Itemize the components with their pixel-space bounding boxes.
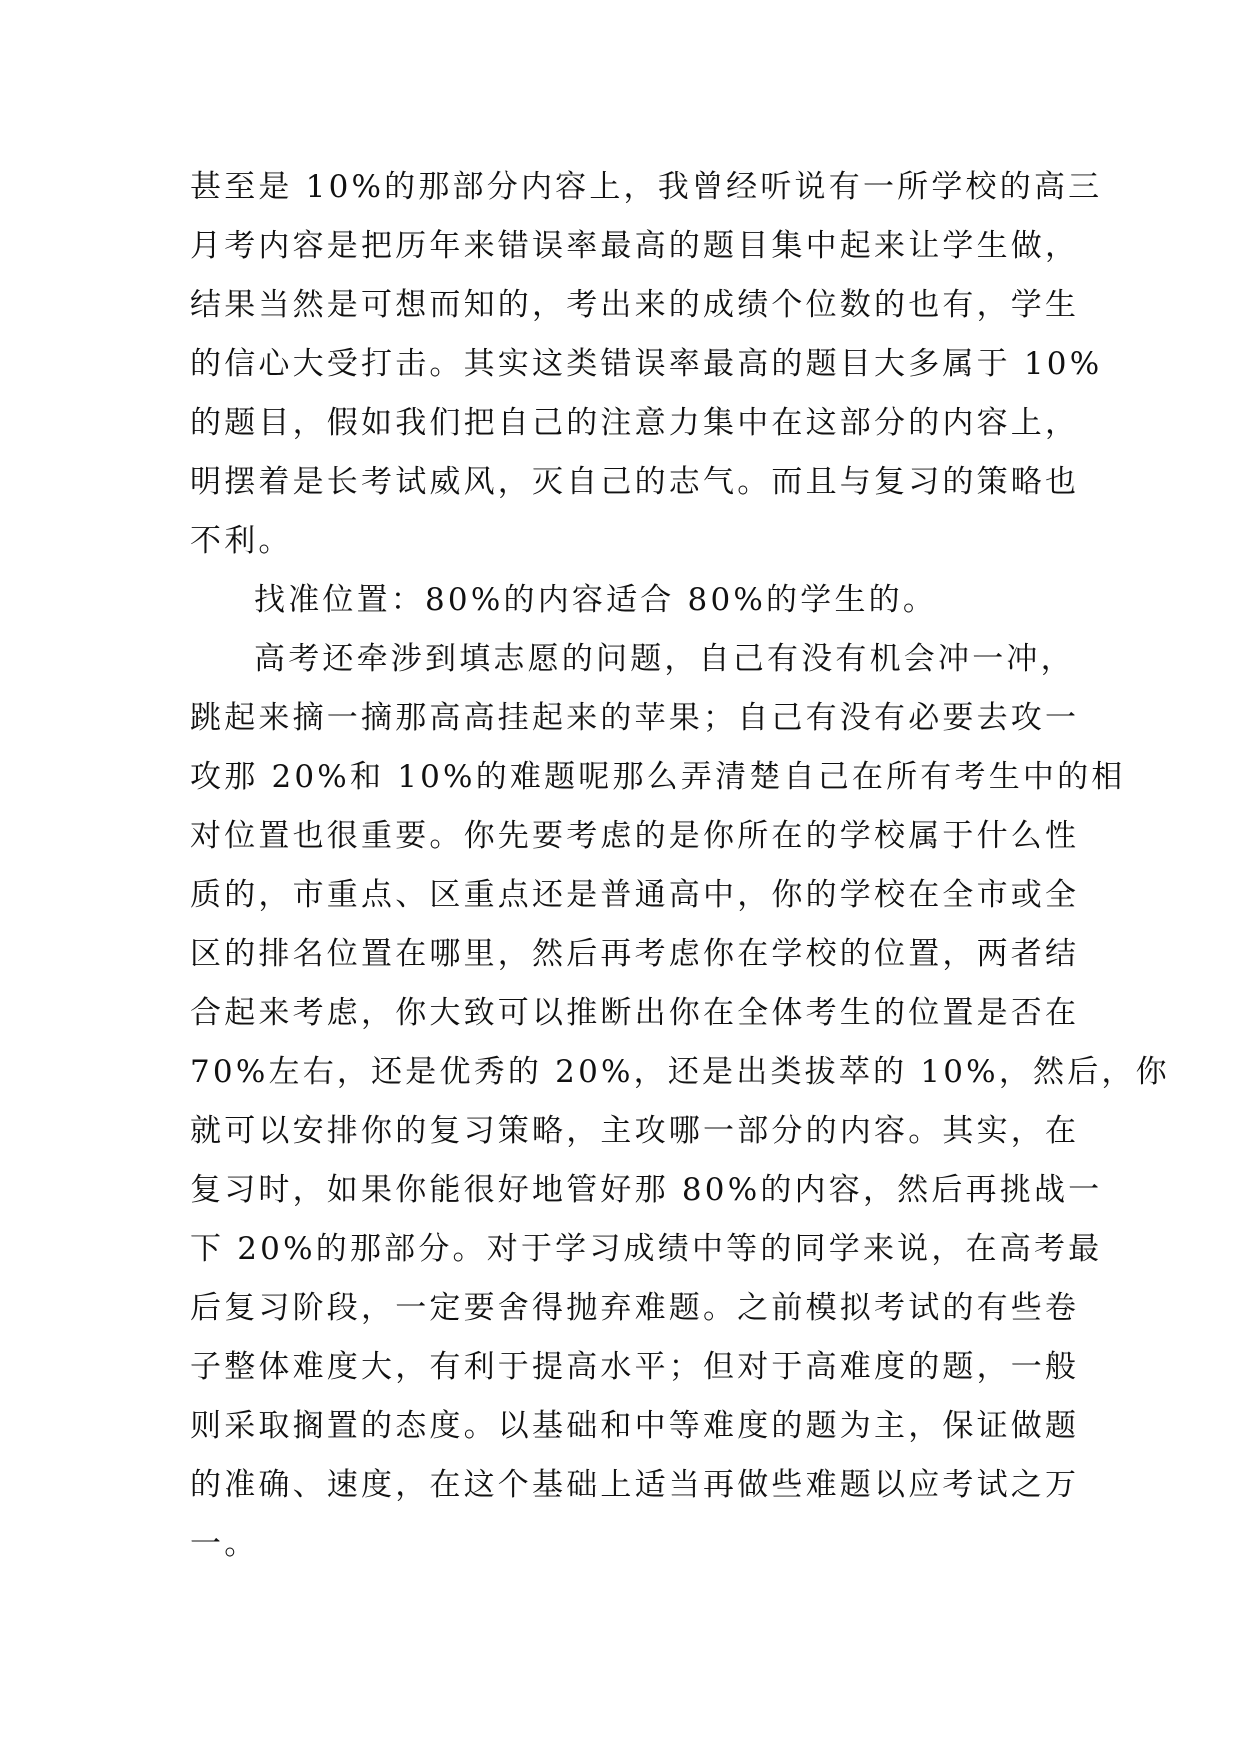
paragraph-start: 高考还牵涉到填志愿的问题，自己有没有机会冲一冲， bbox=[254, 641, 1075, 677]
text-line: 甚至是 10%的那部分内容上，我曾经听说有一所学校的高三 bbox=[190, 169, 1103, 205]
text-line: 的题目，假如我们把自己的注意力集中在这部分的内容上， bbox=[190, 405, 1080, 441]
text-line: 不利。 bbox=[190, 523, 293, 559]
text-line: 70%左右，还是优秀的 20%，还是出类拔萃的 10%，然后，你 bbox=[190, 1054, 1170, 1090]
text-line: 对位置也很重要。你先要考虑的是你所在的学校属于什么性 bbox=[190, 818, 1080, 854]
body-text bbox=[190, 158, 1170, 1574]
text-line: 子整体难度大，有利于提高水平；但对于高难度的题，一般 bbox=[190, 1349, 1080, 1385]
text-line: 后复习阶段，一定要舍得抛弃难题。之前模拟考试的有些卷 bbox=[190, 1290, 1080, 1326]
text-line: 月考内容是把历年来错误率最高的题目集中起来让学生做， bbox=[190, 228, 1080, 264]
section-heading: 找准位置：80%的内容适合 80%的学生的。 bbox=[254, 582, 938, 618]
text-line: 攻那 20%和 10%的难题呢那么弄清楚自己在所有考生中的相 bbox=[190, 759, 1126, 795]
text-line: 一。 bbox=[190, 1526, 259, 1562]
text-line: 复习时，如果你能很好地管好那 80%的内容，然后再挑战一 bbox=[190, 1172, 1103, 1208]
text-line: 则采取搁置的态度。以基础和中等难度的题为主，保证做题 bbox=[190, 1408, 1080, 1444]
text-line: 下 20%的那部分。对于学习成绩中等的同学来说，在高考最 bbox=[190, 1231, 1103, 1267]
text-line: 质的，市重点、区重点还是普通高中，你的学校在全市或全 bbox=[190, 877, 1080, 913]
text-line: 结果当然是可想而知的，考出来的成绩个位数的也有，学生 bbox=[190, 287, 1080, 323]
text-line: 就可以安排你的复习策略，主攻哪一部分的内容。其实，在 bbox=[190, 1113, 1080, 1149]
text-line: 的准确、速度，在这个基础上适当再做些难题以应考试之万 bbox=[190, 1467, 1080, 1503]
text-line: 跳起来摘一摘那高高挂起来的苹果；自己有没有必要去攻一 bbox=[190, 700, 1080, 736]
text-line: 区的排名位置在哪里，然后再考虑你在学校的位置，两者结 bbox=[190, 936, 1080, 972]
text-line: 合起来考虑，你大致可以推断出你在全体考生的位置是否在 bbox=[190, 995, 1080, 1031]
text-line: 的信心大受打击。其实这类错误率最高的题目大多属于 10% bbox=[190, 346, 1103, 382]
text-line: 明摆着是长考试威风，灭自己的志气。而且与复习的策略也 bbox=[190, 464, 1080, 500]
